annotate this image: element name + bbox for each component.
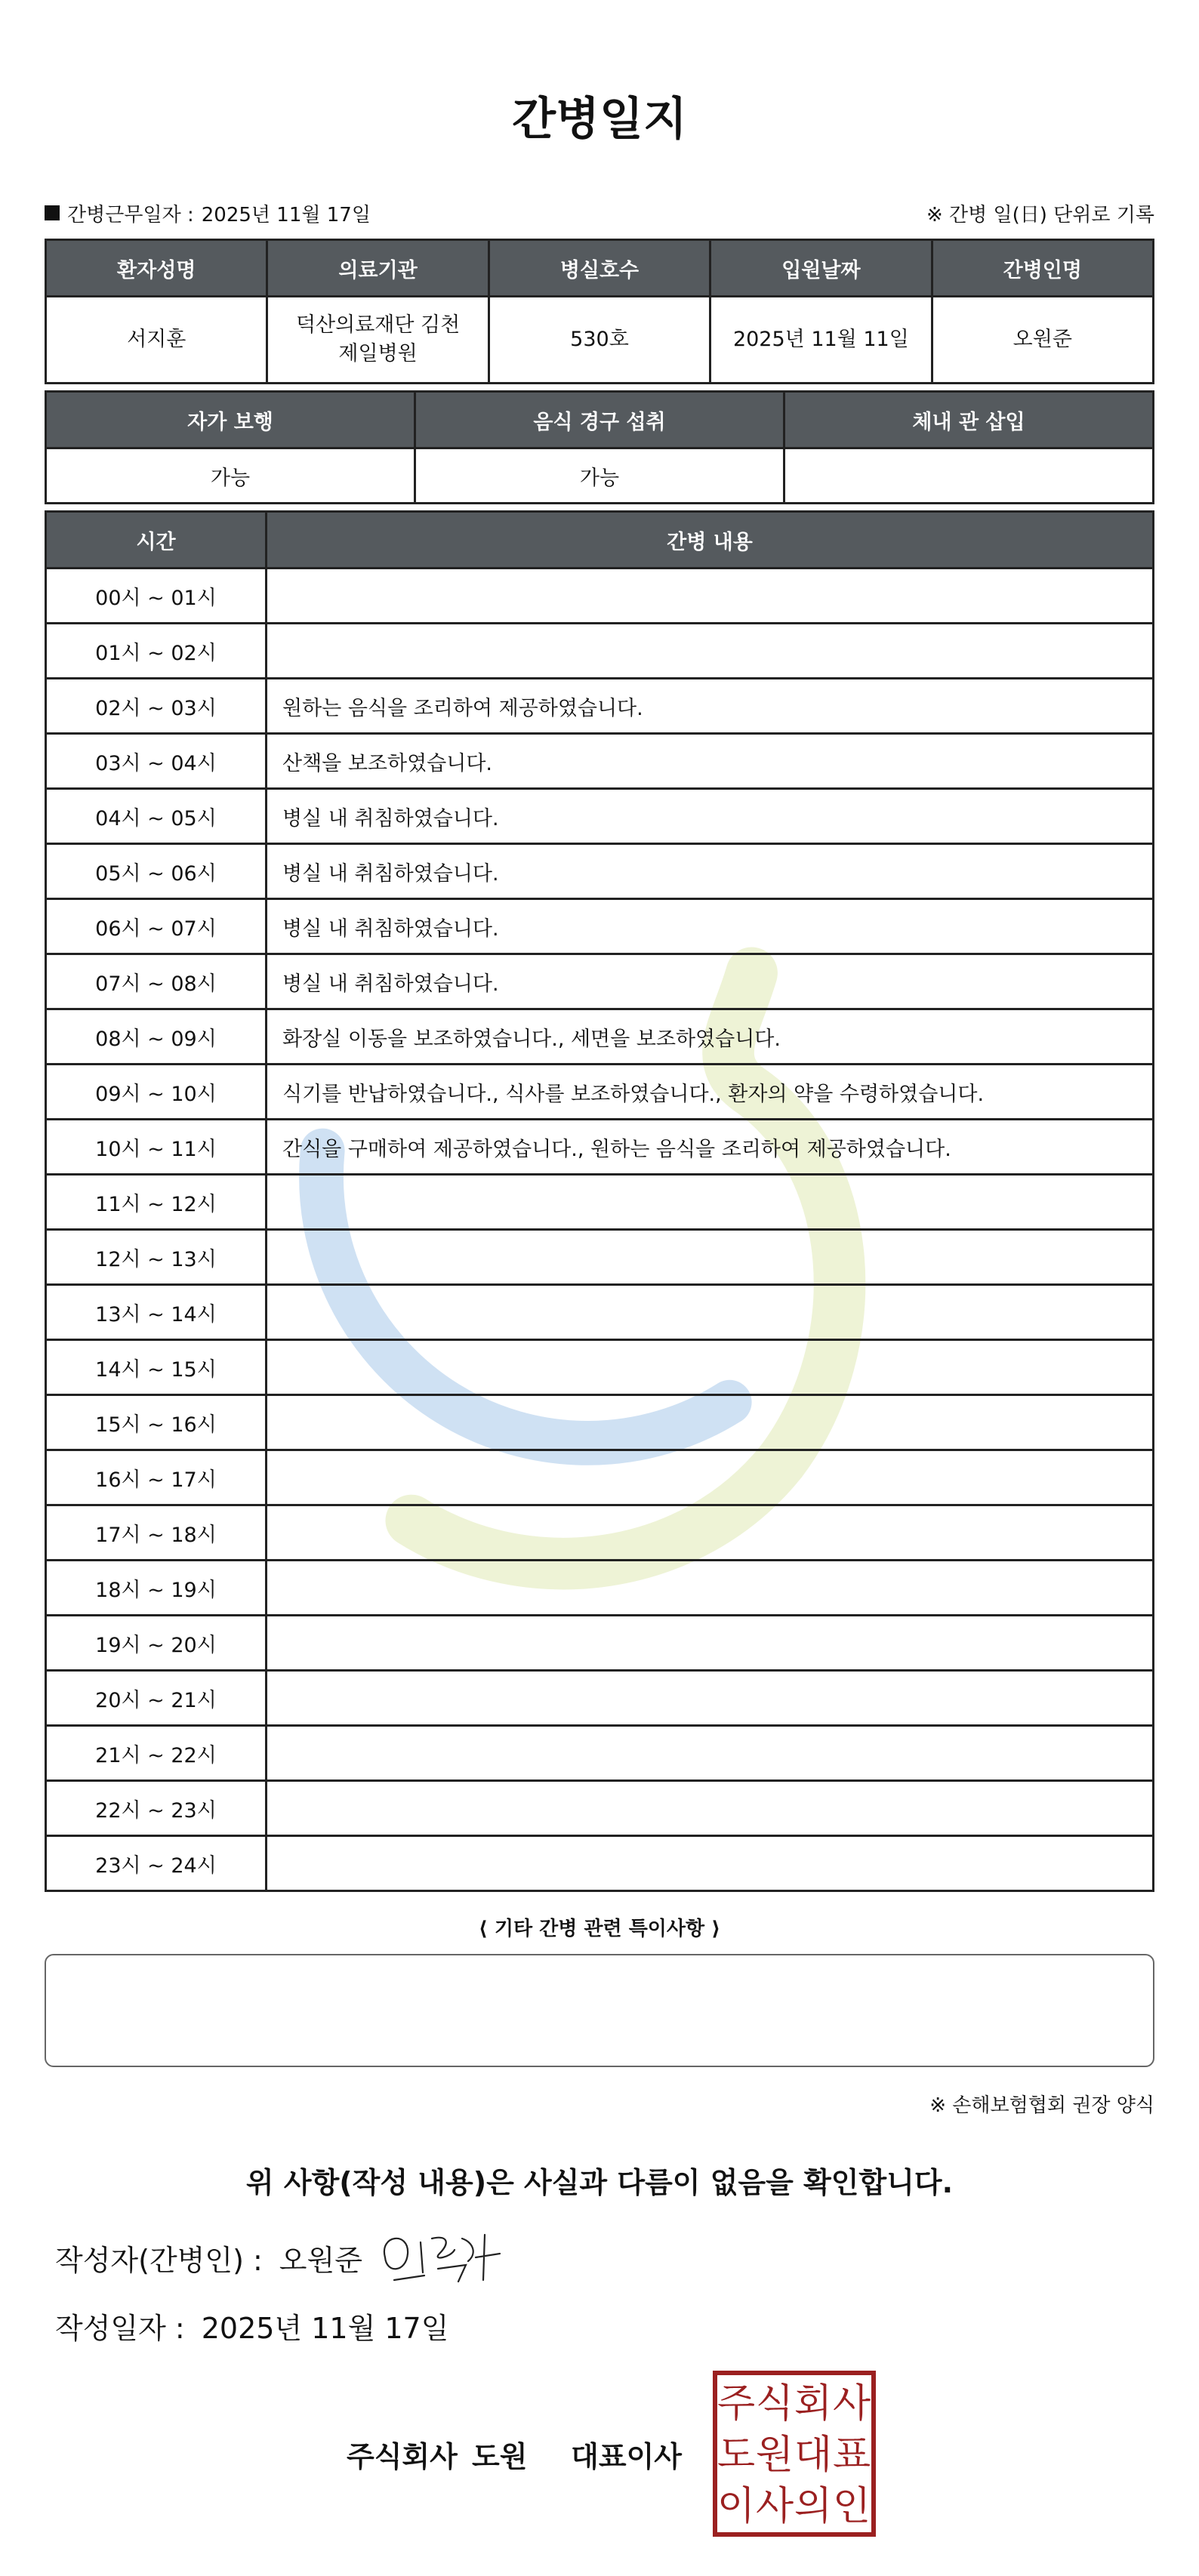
header-self-walking: 자가 보행 — [46, 392, 415, 448]
table-row — [46, 1230, 1154, 1285]
table-row — [46, 1616, 1154, 1671]
recommend-note: ※ 손해보험협회 권장 양식 — [929, 2094, 1154, 2117]
patient-name: 서지훈 — [46, 297, 267, 384]
header-patient-name: 환자성명 — [46, 240, 267, 297]
table-row — [46, 1009, 1154, 1065]
meta-row — [45, 187, 1154, 239]
log-content: 병실 내 취침하였습니다. — [267, 844, 1154, 899]
log-time: 08시 ~ 09시 — [46, 1009, 267, 1065]
log-time: 05시 ~ 06시 — [46, 844, 267, 899]
table-row — [46, 954, 1154, 1009]
patient-status-table — [45, 390, 1154, 504]
writer-label: 작성자(간병인) : — [55, 2243, 263, 2277]
log-time: 01시 ~ 02시 — [46, 624, 267, 679]
table-row — [46, 1120, 1154, 1175]
log-time: 04시 ~ 05시 — [46, 789, 267, 844]
log-time: 06시 ~ 07시 — [46, 899, 267, 954]
log-content — [267, 1616, 1154, 1671]
log-content: 병실 내 취침하였습니다. — [267, 899, 1154, 954]
seal-char: 대 — [794, 2433, 833, 2478]
log-time: 09시 ~ 10시 — [46, 1065, 267, 1120]
patient-info-table — [45, 239, 1154, 384]
seal-char: 사 — [755, 2484, 794, 2529]
log-content — [267, 1505, 1154, 1561]
seal-char: 주 — [717, 2381, 756, 2427]
seal-char: 회 — [794, 2381, 833, 2427]
table-row — [46, 1505, 1154, 1561]
log-content — [267, 1561, 1154, 1616]
admission-date: 2025년 11월 11일 — [710, 297, 932, 384]
log-content: 간식을 구매하여 제공하였습니다., 원하는 음식을 조리하여 제공하였습니다. — [267, 1120, 1154, 1175]
table-row — [46, 844, 1154, 899]
oral-intake-value: 가능 — [415, 448, 784, 504]
table-row — [46, 734, 1154, 789]
write-date-label: 작성일자 : — [55, 2311, 185, 2345]
table-row — [46, 789, 1154, 844]
seal-char: 표 — [832, 2433, 871, 2478]
table-row — [46, 569, 1154, 624]
table-row — [46, 1726, 1154, 1781]
write-date-row — [45, 2295, 1154, 2356]
notes-box — [45, 1954, 1154, 2067]
hospital-name: 덕산의료재단 김천제일병원 — [267, 297, 489, 384]
header-tube-insertion: 체내 관 삽입 — [784, 392, 1154, 448]
log-content — [267, 569, 1154, 624]
table-row — [46, 1395, 1154, 1450]
square-bullet-icon — [45, 205, 60, 220]
header-oral-intake: 음식 경구 섭취 — [415, 392, 784, 448]
header-room: 병실호수 — [489, 240, 710, 297]
writer-name: 오원준 — [279, 2243, 362, 2277]
caregiver-name: 오원준 — [932, 297, 1153, 384]
table-row — [46, 899, 1154, 954]
log-time: 21시 ~ 22시 — [46, 1726, 267, 1781]
log-content — [267, 1285, 1154, 1340]
confirmation-statement: 위 사항(작성 내용)은 사실과 다름이 없음을 확인합니다. — [245, 2166, 954, 2199]
table-row — [46, 1285, 1154, 1340]
self-walking-value: 가능 — [46, 448, 415, 504]
log-time: 11시 ~ 12시 — [46, 1175, 267, 1230]
writer-row — [45, 2220, 1154, 2295]
seal-char: 도 — [717, 2433, 756, 2478]
log-time: 15시 ~ 16시 — [46, 1395, 267, 1450]
log-time: 17시 ~ 18시 — [46, 1505, 267, 1561]
seal-char: 원 — [755, 2433, 794, 2478]
log-time: 14시 ~ 15시 — [46, 1340, 267, 1395]
log-time: 00시 ~ 01시 — [46, 569, 267, 624]
table-row — [46, 1340, 1154, 1395]
table-row — [46, 679, 1154, 734]
seal-char: 의 — [794, 2484, 833, 2529]
seal-char: 식 — [755, 2381, 794, 2427]
log-time: 13시 ~ 14시 — [46, 1285, 267, 1340]
seal-char: 사 — [832, 2381, 871, 2427]
log-content: 원하는 음식을 조리하여 제공하였습니다. — [267, 679, 1154, 734]
table-row — [46, 1561, 1154, 1616]
log-content: 병실 내 취침하였습니다. — [267, 789, 1154, 844]
record-unit-note: ※ 간병 일(日) 단위로 기록 — [926, 203, 1154, 226]
log-content: 산책을 보조하였습니다. — [267, 734, 1154, 789]
write-date-value: 2025년 11월 17일 — [201, 2311, 449, 2345]
seal-char: 이 — [717, 2484, 756, 2529]
table-row — [46, 1671, 1154, 1726]
care-log-table — [45, 510, 1154, 1892]
notes-title: ⟨ 기타 간병 관련 특이사항 ⟩ — [478, 1918, 721, 1940]
handwritten-signature — [379, 2227, 507, 2288]
header-admission-date: 입원날짜 — [710, 240, 932, 297]
log-content — [267, 624, 1154, 679]
log-time: 02시 ~ 03시 — [46, 679, 267, 734]
company-footer — [45, 2363, 1154, 2544]
table-row — [46, 1781, 1154, 1836]
care-log-body — [46, 569, 1154, 1891]
log-time: 20시 ~ 21시 — [46, 1671, 267, 1726]
header-time: 시간 — [46, 512, 267, 569]
log-content — [267, 1450, 1154, 1505]
log-time: 22시 ~ 23시 — [46, 1781, 267, 1836]
header-hospital: 의료기관 — [267, 240, 489, 297]
log-content — [267, 1340, 1154, 1395]
table-row — [46, 1175, 1154, 1230]
log-time: 23시 ~ 24시 — [46, 1836, 267, 1891]
log-content: 화장실 이동을 보조하였습니다., 세면을 보조하였습니다. — [267, 1009, 1154, 1065]
log-content — [267, 1836, 1154, 1891]
table-row — [46, 1836, 1154, 1891]
log-content — [267, 1395, 1154, 1450]
log-time: 03시 ~ 04시 — [46, 734, 267, 789]
seal-char: 인 — [832, 2484, 871, 2529]
log-time: 19시 ~ 20시 — [46, 1616, 267, 1671]
tube-insertion-value — [784, 448, 1154, 504]
log-time: 16시 ~ 17시 — [46, 1450, 267, 1505]
log-content — [267, 1726, 1154, 1781]
work-date-label: 간병근무일자 : — [67, 203, 194, 226]
log-time: 07시 ~ 08시 — [46, 954, 267, 1009]
work-date-value: 2025년 11월 17일 — [201, 203, 371, 226]
room-number: 530호 — [489, 297, 710, 384]
log-content — [267, 1230, 1154, 1285]
log-content — [267, 1781, 1154, 1836]
log-content — [267, 1671, 1154, 1726]
log-time: 12시 ~ 13시 — [46, 1230, 267, 1285]
company-seal — [712, 2370, 877, 2537]
log-content: 병실 내 취침하였습니다. — [267, 954, 1154, 1009]
log-time: 10시 ~ 11시 — [46, 1120, 267, 1175]
header-caregiver-name: 간병인명 — [932, 240, 1153, 297]
header-care-content: 간병 내용 — [267, 512, 1154, 569]
log-content — [267, 1175, 1154, 1230]
table-row — [46, 1450, 1154, 1505]
log-content: 식기를 반납하였습니다., 식사를 보조하였습니다., 환자의 약을 수령하였습니다. — [267, 1065, 1154, 1120]
log-time: 18시 ~ 19시 — [46, 1561, 267, 1616]
document-title: 간병일지 — [512, 93, 687, 146]
table-row — [46, 624, 1154, 679]
table-row — [46, 1065, 1154, 1120]
company-name: 주식회사 도원 대표이사 — [347, 2439, 682, 2473]
